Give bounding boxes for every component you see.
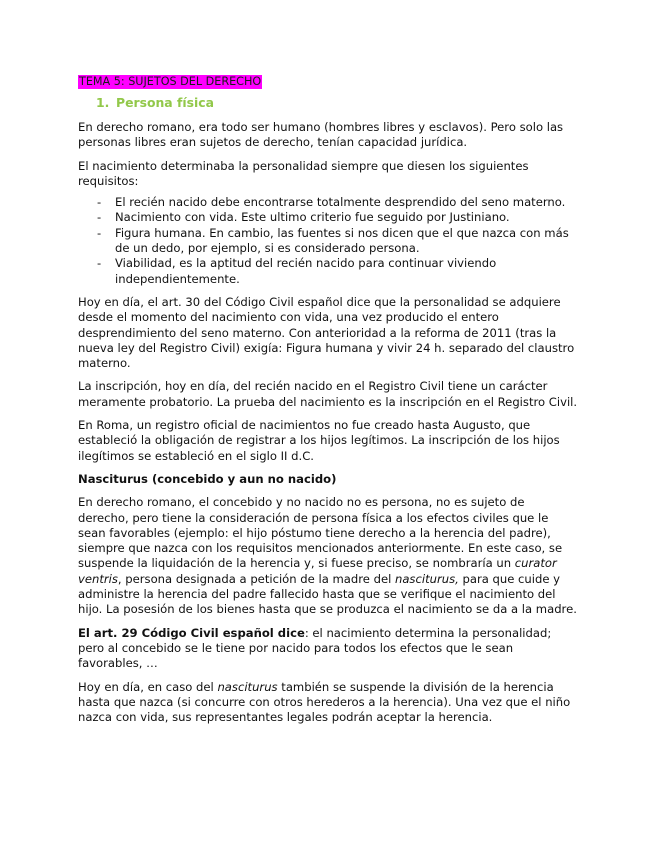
- paragraph-requirements-intro: El nacimiento determinaba la personalidad siempre que diesen los siguientes requisitos:: [78, 158, 529, 188]
- paragraph-nasciturus-today: Hoy en día, en caso del nasciturus también se suspende la división de la herencia hasta que nazca (si concurre con otros herederos a la herencia). Una vez que el niño nazca con vida, sus representantes legales podrán aceptar la herencia.: [78, 679, 571, 725]
- term-nasciturus: nasciturus,: [394, 571, 459, 586]
- paragraph-nasciturus-roman: En derecho romano, el concebido y no nacido no es persona, no es sujeto de derecho, pero tiene la consideración de persona física a los efectos civiles que le sean favorables (ejemplo: el hijo póstumo tiene derecho a la herencia del padre), siempre que nazca con los requisitos mencionados anteriormente. En este caso, se suspende la liquidación de la herencia y, si fuese preciso, se nombraría un curator ventris, persona designada a petición de la madre del nasciturus, para que cuide y administre la herencia del padre fallecido hasta que se verifique el nacimiento del hijo. La posesión de los bienes hasta que se produzca el nacimiento se da a la madre.: [78, 495, 577, 617]
- article-29-label: El art. 29 Código Civil español dice: [78, 625, 305, 640]
- term-nasciturus: nasciturus: [217, 679, 278, 694]
- paragraph-rome-registry: En Roma, un registro oficial de nacimientos no fue creado hasta Augusto, que estableció la obligación de registrar a los hijos legítimos. La inscripción de los hijos ilegítimos se estableció en el siglo II d.C.: [78, 418, 560, 463]
- section-heading: [96, 95, 578, 111]
- paragraph-article-30: Hoy en día, el art. 30 del Código Civil español dice que la personalidad se adquiere desde el momento del nacimiento con vida, una vez producido el entero desprendimiento del seno materno. Con anterioridad a la reforma de 2011 (tras la nueva ley del Registro Civil) exigía: Figura humana y vivir 24 h. separado del claustro materno.: [78, 294, 575, 371]
- topic-title: TEMA 5: SUJETOS DEL DERECHO: [79, 75, 262, 88]
- paragraph-article-29: El art. 29 Código Civil español dice: el nacimiento determina la personalidad; pero al concebido se le tiene por nacido para todos los efectos que le sean favorables, …: [78, 625, 552, 671]
- bullet-dash: -: [97, 256, 102, 271]
- bullet-dash: -: [97, 225, 102, 240]
- section-title: Persona física: [116, 95, 214, 110]
- paragraph-roman-definition: En derecho romano, era todo ser humano (hombres libres y esclavos). Pero solo las personas libres eran sujetos de derecho, tenían capacidad jurídica.: [78, 120, 564, 150]
- subheading-nasciturus: Nasciturus (concebido y aun no nacido): [78, 471, 337, 486]
- bullet-dash: -: [97, 195, 102, 210]
- list-item: - Figura humana. En cambio, las fuentes si nos dicen que el que nazca con más de un dedo, por ejemplo, si es considerado persona.: [97, 225, 569, 256]
- bullet-dash: -: [97, 210, 102, 225]
- paragraph-civil-registry: La inscripción, hoy en día, del recién nacido en el Registro Civil tiene un carácter meramente probatorio. La prueba del nacimiento es la inscripción en el Registro Civil.: [78, 379, 578, 409]
- list-item: - El recién nacido debe encontrarse totalmente desprendido del seno materno.: [97, 195, 566, 210]
- term-curator-ventris: curator ventris: [78, 556, 557, 586]
- requirements-list: [78, 195, 578, 287]
- section-number: 1.: [96, 95, 110, 110]
- document-page: [78, 74, 578, 733]
- list-item: - Viabilidad, es la aptitud del recién nacido para continuar viviendo independientemente.: [97, 256, 497, 286]
- list-item: - Nacimiento con vida. Este ultimo criterio fue seguido por Justiniano.: [97, 210, 510, 225]
